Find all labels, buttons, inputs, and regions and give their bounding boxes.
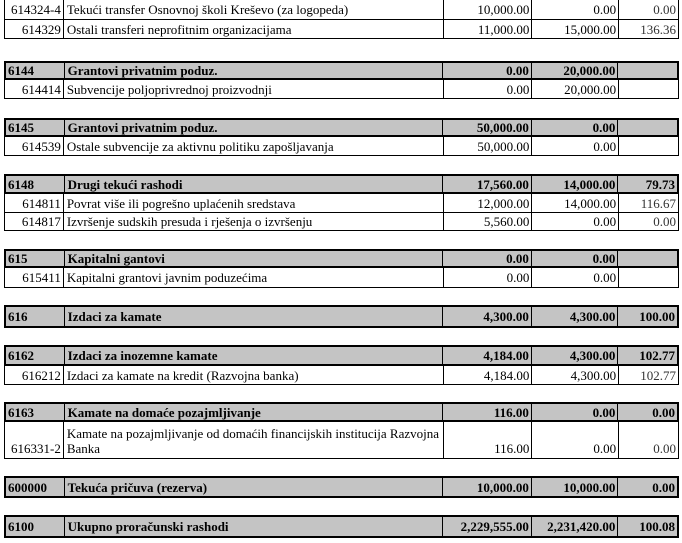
index-cell: 102.77: [639, 348, 675, 363]
account-code-cell: 6163: [6, 404, 65, 420]
description-cell: Grantovi privatnim poduz.: [65, 63, 444, 78]
description-cell: Izdaci za inozemne kamate: [65, 347, 444, 364]
index-cell: 100.08: [639, 519, 675, 534]
index-cell: 100.00: [639, 309, 675, 324]
index-cell: [618, 63, 677, 78]
amount-actual-cell: 0.00: [532, 268, 619, 287]
section-header-row: [4, 305, 679, 328]
account-code-cell: 614329: [5, 20, 64, 38]
index-cell: 0.00: [653, 2, 676, 17]
account-code-cell: 616331-2: [5, 422, 64, 458]
table-row: [4, 137, 679, 156]
description-cell: Povrat više ili pogrešno uplaćenih sredstava: [64, 194, 444, 212]
description-cell: Kamate na pozajmljivanje od domaćih financijskih institucija Razvojna Banka: [64, 422, 444, 458]
section-header-row: [4, 61, 679, 80]
amount-actual-cell: 0.00: [532, 137, 619, 155]
description-cell: Kapitalni gantovi: [65, 251, 444, 266]
account-code-cell: 614414: [5, 80, 64, 98]
account-code-cell: 615: [6, 251, 65, 266]
amount-plan-cell: 4,300.00: [443, 307, 531, 326]
amount-plan-cell: 116.00: [444, 422, 533, 458]
amount-plan-cell: 17,560.00: [443, 176, 531, 192]
amount-plan-cell: 10,000.00: [443, 478, 531, 496]
description-cell: Izvršenje sudskih presuda i rješenja o izvršenju: [64, 213, 444, 230]
amount-plan-cell: 2,229,555.00: [443, 517, 531, 536]
amount-actual-cell: 14,000.00: [532, 176, 618, 192]
description-cell: Tekuća pričuva (rezerva): [65, 478, 444, 496]
account-code-cell: 614324-4: [5, 0, 64, 19]
account-code-cell: 614811: [5, 194, 64, 212]
amount-plan-cell: 0.00: [444, 268, 533, 287]
amount-plan-cell: 4,184.00: [444, 366, 533, 384]
section-header-row: [4, 515, 679, 538]
table-row: [4, 20, 679, 39]
description-cell: Ostali transferi neprofitnim organizacijama: [64, 20, 444, 38]
table-row: [4, 422, 679, 459]
amount-actual-cell: 4,300.00: [532, 347, 618, 364]
section-header-row: [4, 118, 679, 137]
amount-plan-cell: 4,184.00: [443, 347, 531, 364]
description-cell: Kamate na domaće pozajmljivanje: [65, 404, 444, 420]
section-header-row: [4, 402, 679, 422]
index-cell: 0.00: [652, 404, 675, 420]
index-cell: 0.00: [653, 441, 676, 456]
account-code-cell: 600000: [6, 478, 65, 496]
amount-plan-cell: 116.00: [443, 404, 531, 420]
description-cell: Ukupno proračunski rashodi: [65, 517, 444, 536]
index-cell: 0.00: [652, 479, 675, 495]
description-cell: Kapitalni grantovi javnim poduzećima: [64, 268, 444, 287]
index-cell: 0.00: [653, 214, 676, 229]
section-header-row: [4, 476, 679, 498]
amount-plan-cell: 50,000.00: [444, 137, 533, 155]
account-code-cell: 6145: [6, 120, 65, 135]
account-code-cell: 616: [6, 307, 65, 326]
section-header-row: [4, 345, 679, 366]
description-cell: Izdaci za kamate na kredit (Razvojna banka): [64, 366, 444, 384]
index-cell: 102.77: [640, 367, 676, 383]
amount-actual-cell: 0.00: [532, 0, 619, 19]
account-code-cell: 6148: [6, 176, 65, 192]
description-cell: Grantovi privatnim poduz.: [65, 120, 444, 135]
account-code-cell: 616212: [5, 366, 64, 384]
table-row: [4, 194, 679, 213]
amount-actual-cell: 0.00: [532, 213, 619, 230]
amount-actual-cell: 4,300.00: [532, 307, 618, 326]
amount-actual-cell: 2,231,420.00: [532, 517, 618, 536]
amount-actual-cell: 20,000.00: [532, 63, 618, 78]
amount-plan-cell: 50,000.00: [443, 120, 531, 135]
index-cell: 116.67: [640, 195, 676, 211]
amount-plan-cell: 0.00: [444, 80, 533, 98]
description-cell: Tekući transfer Osnovnoj školi Kreševo (za logopeda): [64, 0, 444, 19]
amount-actual-cell: 14,000.00: [532, 194, 619, 212]
description-cell: Subvencije poljoprivrednoj proizvodnji: [64, 80, 444, 98]
amount-actual-cell: 0.00: [532, 404, 618, 420]
table-row: [4, 213, 679, 231]
table-row: [4, 268, 679, 288]
account-code-cell: 6144: [6, 63, 65, 78]
section-header-row: [4, 174, 679, 194]
amount-plan-cell: 0.00: [443, 251, 531, 266]
table-row: [4, 0, 679, 20]
description-cell: Ostale subvencije za aktivnu politiku zapošljavanja: [64, 137, 444, 155]
amount-actual-cell: 4,300.00: [532, 366, 619, 384]
amount-plan-cell: 11,000.00: [444, 20, 533, 38]
amount-actual-cell: 0.00: [532, 120, 618, 135]
amount-plan-cell: 0.00: [443, 63, 531, 78]
amount-actual-cell: 15,000.00: [532, 20, 619, 38]
index-cell: [619, 80, 678, 98]
index-cell: 136.36: [640, 21, 676, 37]
account-code-cell: 614539: [5, 137, 64, 155]
amount-plan-cell: 5,560.00: [444, 213, 533, 230]
account-code-cell: 6162: [6, 347, 65, 364]
index-cell: [619, 137, 678, 155]
account-code-cell: 6100: [6, 517, 65, 536]
account-code-cell: 614817: [5, 213, 64, 230]
index-cell: [618, 251, 677, 266]
amount-plan-cell: 10,000.00: [444, 0, 533, 19]
description-cell: Izdaci za kamate: [65, 307, 444, 326]
description-cell: Drugi tekući rashodi: [65, 176, 444, 192]
amount-actual-cell: 10,000.00: [532, 478, 618, 496]
amount-plan-cell: 12,000.00: [444, 194, 533, 212]
amount-actual-cell: 0.00: [532, 251, 618, 266]
account-code-cell: 615411: [5, 268, 64, 287]
index-cell: [619, 268, 678, 287]
amount-actual-cell: 20,000.00: [532, 80, 619, 98]
index-cell: 79.73: [645, 176, 675, 192]
index-cell: [618, 120, 677, 135]
table-row: [4, 80, 679, 99]
amount-actual-cell: 0.00: [532, 422, 619, 458]
section-header-row: [4, 249, 679, 268]
table-row: [4, 366, 679, 385]
